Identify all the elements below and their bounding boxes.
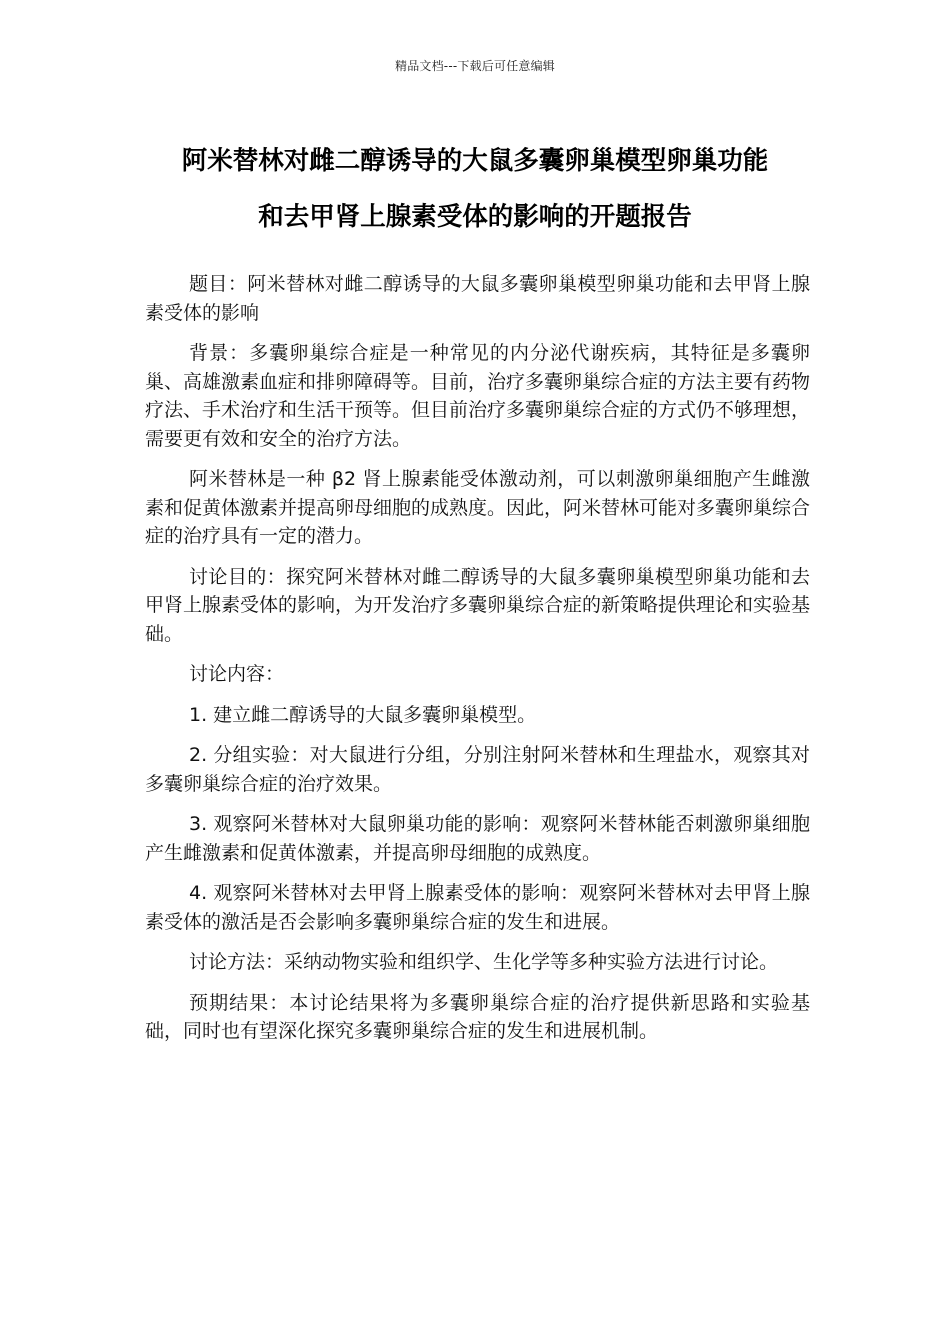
paragraph-content-item-1: 1. 建立雌二醇诱导的大鼠多囊卵巢模型。	[189, 703, 537, 726]
paragraph-drug-intro: 阿米替林是一种 β2 肾上腺素能受体激动剂，可以刺激卵巢细胞产生雌激素和促黄体激素并提高卵母细胞的成熟度。因此，阿米替林可能对多囊卵巢综合症的治疗具有一定的潜力。	[145, 468, 811, 547]
paragraph-content-item-4: 4. 观察阿米替林对去甲肾上腺素受体的影响：观察阿米替林对去甲肾上腺素受体的激活是否会影响多囊卵巢综合症的发生和进展。	[145, 882, 810, 933]
paragraph-topic: 题目：阿米替林对雌二醇诱导的大鼠多囊卵巢模型卵巢功能和去甲肾上腺素受体的影响	[145, 273, 810, 324]
title-line-1: 阿米替林对雌二醇诱导的大鼠多囊卵巢模型卵巢功能	[181, 146, 769, 176]
title-line-2: 和去甲肾上腺素受体的影响的开题报告	[258, 202, 692, 232]
paragraph-content-item-3: 3. 观察阿米替林对大鼠卵巢功能的影响：观察阿米替林能否刺激卵巢细胞产生雌激素和促黄体激素，并提高卵母细胞的成熟度。	[145, 813, 810, 864]
paragraph-content-item-2: 2. 分组实验：对大鼠进行分组，分别注射阿米替林和生理盐水，观察其对多囊卵巢综合症的治疗效果。	[145, 744, 810, 795]
document-body	[145, 270, 810, 1058]
document-title	[120, 133, 830, 245]
paragraph-background: 背景：多囊卵巢综合症是一种常见的内分泌代谢疾病，其特征是多囊卵巢、高雄激素血症和排卵障碍等。目前，治疗多囊卵巢综合症的方法主要有药物疗法、手术治疗和生活干预等。但目前治疗多囊卵巢综合症的方式仍不够理想，需要更有效和安全的治疗方法。	[145, 342, 811, 450]
paragraph-purpose: 讨论目的：探究阿米替林对雌二醇诱导的大鼠多囊卵巢模型卵巢功能和去甲肾上腺素受体的影响，为开发治疗多囊卵巢综合症的新策略提供理论和实验基础。	[145, 565, 811, 645]
paragraph-content-heading: 讨论内容：	[189, 663, 285, 685]
page-header: 精品文档---下载后可任意编辑	[395, 59, 555, 73]
paragraph-method: 讨论方法：采纳动物实验和组织学、生化学等多种实验方法进行讨论。	[189, 951, 779, 973]
paragraph-expected-result: 预期结果：本讨论结果将为多囊卵巢综合症的治疗提供新思路和实验基础，同时也有望深化探究多囊卵巢综合症的发生和进展机制。	[145, 991, 810, 1042]
